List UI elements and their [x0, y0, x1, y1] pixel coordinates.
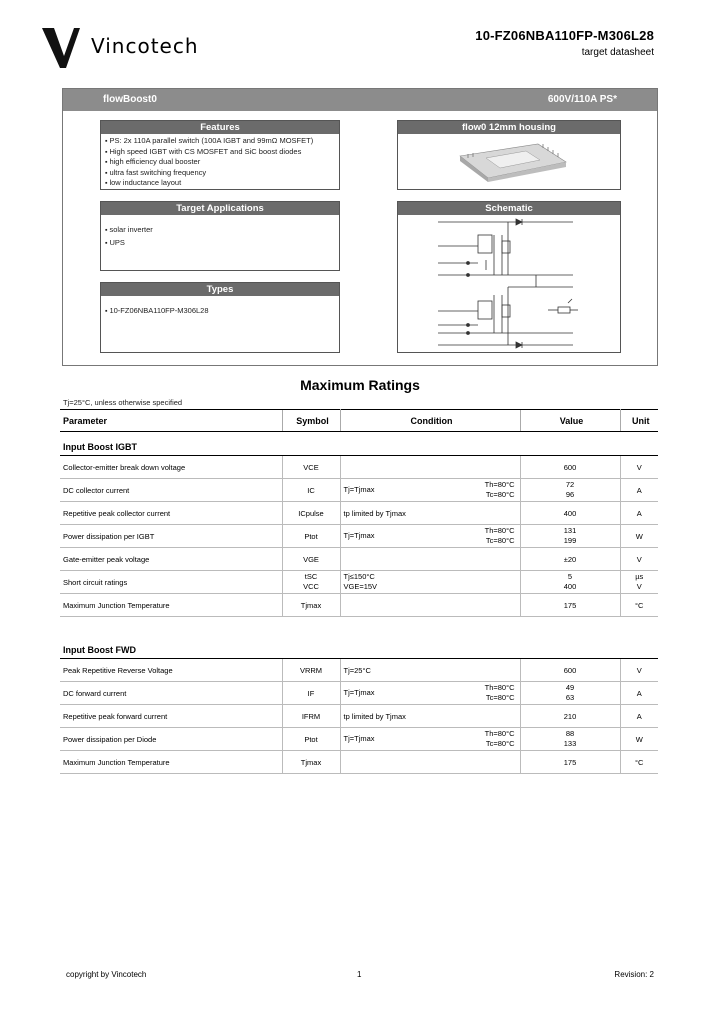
value-cell: 600: [520, 456, 620, 479]
footer-revision: Revision: 2: [614, 970, 654, 979]
condition-main: Tj=Tjmax: [343, 734, 375, 743]
condition-sub: Th=80°C: [484, 683, 515, 692]
footer-page-number: 1: [357, 970, 362, 979]
value-cell: ±20: [520, 548, 620, 571]
condition-cell: [340, 548, 520, 571]
value-cell: 600: [520, 659, 620, 682]
condition-sub: Tc=80°C: [485, 536, 515, 545]
value-cell: [520, 479, 620, 502]
param-cell: Maximum Junction Temperature: [60, 594, 282, 617]
param-cell: DC forward current: [60, 682, 282, 705]
col-parameter: Parameter: [60, 410, 282, 432]
param-cell: Repetitive peak collector current: [60, 502, 282, 525]
value-2: 133: [563, 739, 577, 748]
types-title: Types: [101, 283, 339, 296]
schematic-panel: [397, 201, 621, 353]
value-2: 96: [565, 490, 575, 499]
symbol-cell: VRRM: [282, 659, 340, 682]
condition-cell: [340, 594, 520, 617]
table-row: [60, 571, 658, 594]
types-list: [101, 296, 339, 319]
value-2: 400: [563, 582, 577, 591]
condition-cell: [340, 479, 520, 502]
list-item: ▪ high efficiency dual booster: [105, 157, 335, 168]
section-title: Input Boost FWD: [60, 635, 658, 659]
list-item: ▪ UPS: [105, 238, 335, 249]
vincotech-logo-icon: [40, 26, 84, 70]
param-cell: Gate-emitter peak voltage: [60, 548, 282, 571]
unit-cell: A: [620, 705, 658, 728]
condition-cell: [340, 751, 520, 774]
param-cell: Collector-emitter break down voltage: [60, 456, 282, 479]
unit-cell: [620, 571, 658, 594]
value-1: 131: [563, 526, 577, 535]
unit-cell: W: [620, 525, 658, 548]
value-2: 199: [563, 536, 577, 545]
unit-cell: V: [620, 548, 658, 571]
section-title: Input Boost IGBT: [60, 432, 658, 456]
features-panel: [100, 120, 340, 190]
symbol-cell: Ptot: [282, 728, 340, 751]
condition-main: Tj≤150°C: [343, 572, 375, 581]
value-2: 63: [565, 693, 575, 702]
list-item: ▪ High speed IGBT with CS MOSFET and SiC boost diodes: [105, 147, 335, 158]
condition-sub: Th=80°C: [484, 480, 515, 489]
condition-cell: [340, 728, 520, 751]
condition-main: Tj=Tjmax: [343, 485, 375, 494]
param-cell: Repetitive peak forward current: [60, 705, 282, 728]
unit-cell: A: [620, 502, 658, 525]
value-cell: 175: [520, 594, 620, 617]
housing-title: flow0 12mm housing: [398, 121, 620, 134]
param-cell: Power dissipation per IGBT: [60, 525, 282, 548]
ratings-title: Maximum Ratings: [300, 377, 420, 393]
table-row: [60, 548, 658, 571]
condition-sub: Th=80°C: [484, 526, 515, 535]
param-cell: Power dissipation per Diode: [60, 728, 282, 751]
unit-cell: °C: [620, 751, 658, 774]
applications-panel: [100, 201, 340, 271]
symbol-cell: VGE: [282, 548, 340, 571]
section-row: [60, 432, 658, 456]
condition-main: Tj=Tjmax: [343, 531, 375, 540]
applications-list: [101, 215, 339, 250]
unit-cell: °C: [620, 594, 658, 617]
table-row: [60, 728, 658, 751]
param-cell: DC collector current: [60, 479, 282, 502]
value-cell: [520, 728, 620, 751]
condition-main: VGE=15V: [343, 582, 378, 591]
table-row: [60, 705, 658, 728]
value-1: 72: [565, 480, 575, 489]
types-panel: [100, 282, 340, 353]
value-cell: [520, 571, 620, 594]
table-row: [60, 502, 658, 525]
symbol-cell: Tjmax: [282, 594, 340, 617]
symbol-cell: IF: [282, 682, 340, 705]
product-box: [62, 88, 658, 366]
module-photo-icon: [398, 134, 620, 189]
col-value: Value: [520, 410, 620, 432]
symbol-cell: ICpulse: [282, 502, 340, 525]
condition-sub: Th=80°C: [484, 729, 515, 738]
table-header-row: [60, 410, 658, 432]
condition-sub: Tc=80°C: [485, 490, 515, 499]
product-rating: 600V/110A PS*: [547, 94, 617, 105]
table-row: [60, 751, 658, 774]
circuit-schematic-icon: [398, 215, 620, 352]
unit-2: V: [636, 582, 642, 591]
unit-1: µs: [635, 572, 644, 581]
section-row: [60, 635, 658, 659]
product-name: flowBoost0: [103, 94, 157, 105]
value-cell: [520, 525, 620, 548]
ratings-note: Tj=25°C, unless otherwise specified: [63, 398, 183, 407]
value-1: 49: [565, 683, 575, 692]
features-title: Features: [101, 121, 339, 134]
schematic-title: Schematic: [398, 202, 620, 215]
value-cell: 210: [520, 705, 620, 728]
symbol-cell: Tjmax: [282, 751, 340, 774]
param-cell: Maximum Junction Temperature: [60, 751, 282, 774]
list-item: ▪ 10-FZ06NBA110FP-M306L28: [105, 306, 335, 317]
condition-cell: [340, 682, 520, 705]
col-condition: Condition: [340, 410, 520, 432]
condition-cell: [340, 525, 520, 548]
list-item: ▪ ultra fast switching frequency: [105, 168, 335, 179]
condition-sub: Tc=80°C: [485, 739, 515, 748]
doc-title: 10-FZ06NBA110FP-M306L28: [475, 28, 654, 43]
condition-cell: Tj=25°C: [340, 659, 520, 682]
col-symbol: Symbol: [282, 410, 340, 432]
symbol-cell: VCE: [282, 456, 340, 479]
symbol-cell: Ptot: [282, 525, 340, 548]
table-row: [60, 682, 658, 705]
features-list: [101, 134, 339, 191]
table-row: [60, 594, 658, 617]
condition-cell: [340, 456, 520, 479]
logo-text: Vincotech: [91, 34, 199, 58]
unit-cell: V: [620, 456, 658, 479]
spacer-row: [60, 617, 658, 635]
value-cell: 400: [520, 502, 620, 525]
symbol-cell: [282, 571, 340, 594]
table-row: [60, 525, 658, 548]
condition-sub: Tc=80°C: [485, 693, 515, 702]
ratings-table: [60, 409, 658, 774]
symbol-cell: IFRM: [282, 705, 340, 728]
list-item: ▪ low inductance layout: [105, 178, 335, 189]
symbol-1: tSC: [304, 572, 318, 581]
list-item: ▪ PS: 2x 110A parallel switch (100A IGBT and 99mΩ MOSFET): [105, 136, 335, 147]
param-cell: Short circuit ratings: [60, 571, 282, 594]
value-1: 88: [565, 729, 575, 738]
condition-cell: [340, 571, 520, 594]
unit-cell: V: [620, 659, 658, 682]
housing-panel: [397, 120, 621, 190]
table-row: [60, 479, 658, 502]
unit-cell: A: [620, 479, 658, 502]
unit-cell: A: [620, 682, 658, 705]
value-1: 5: [567, 572, 573, 581]
list-item: ▪ solar inverter: [105, 225, 335, 236]
value-cell: 175: [520, 751, 620, 774]
param-cell: Peak Repetitive Reverse Voltage: [60, 659, 282, 682]
table-row: [60, 659, 658, 682]
table-row: [60, 456, 658, 479]
footer-copyright: copyright by Vincotech: [66, 970, 147, 979]
condition-cell: tp limited by Tjmax: [340, 705, 520, 728]
applications-title: Target Applications: [101, 202, 339, 215]
condition-main: Tj=Tjmax: [343, 688, 375, 697]
value-cell: [520, 682, 620, 705]
product-bar: [63, 89, 657, 111]
unit-cell: W: [620, 728, 658, 751]
col-unit: Unit: [620, 410, 658, 432]
condition-cell: tp limited by Tjmax: [340, 502, 520, 525]
symbol-2: VCC: [303, 582, 319, 591]
symbol-cell: IC: [282, 479, 340, 502]
doc-subtitle: target datasheet: [581, 47, 654, 58]
